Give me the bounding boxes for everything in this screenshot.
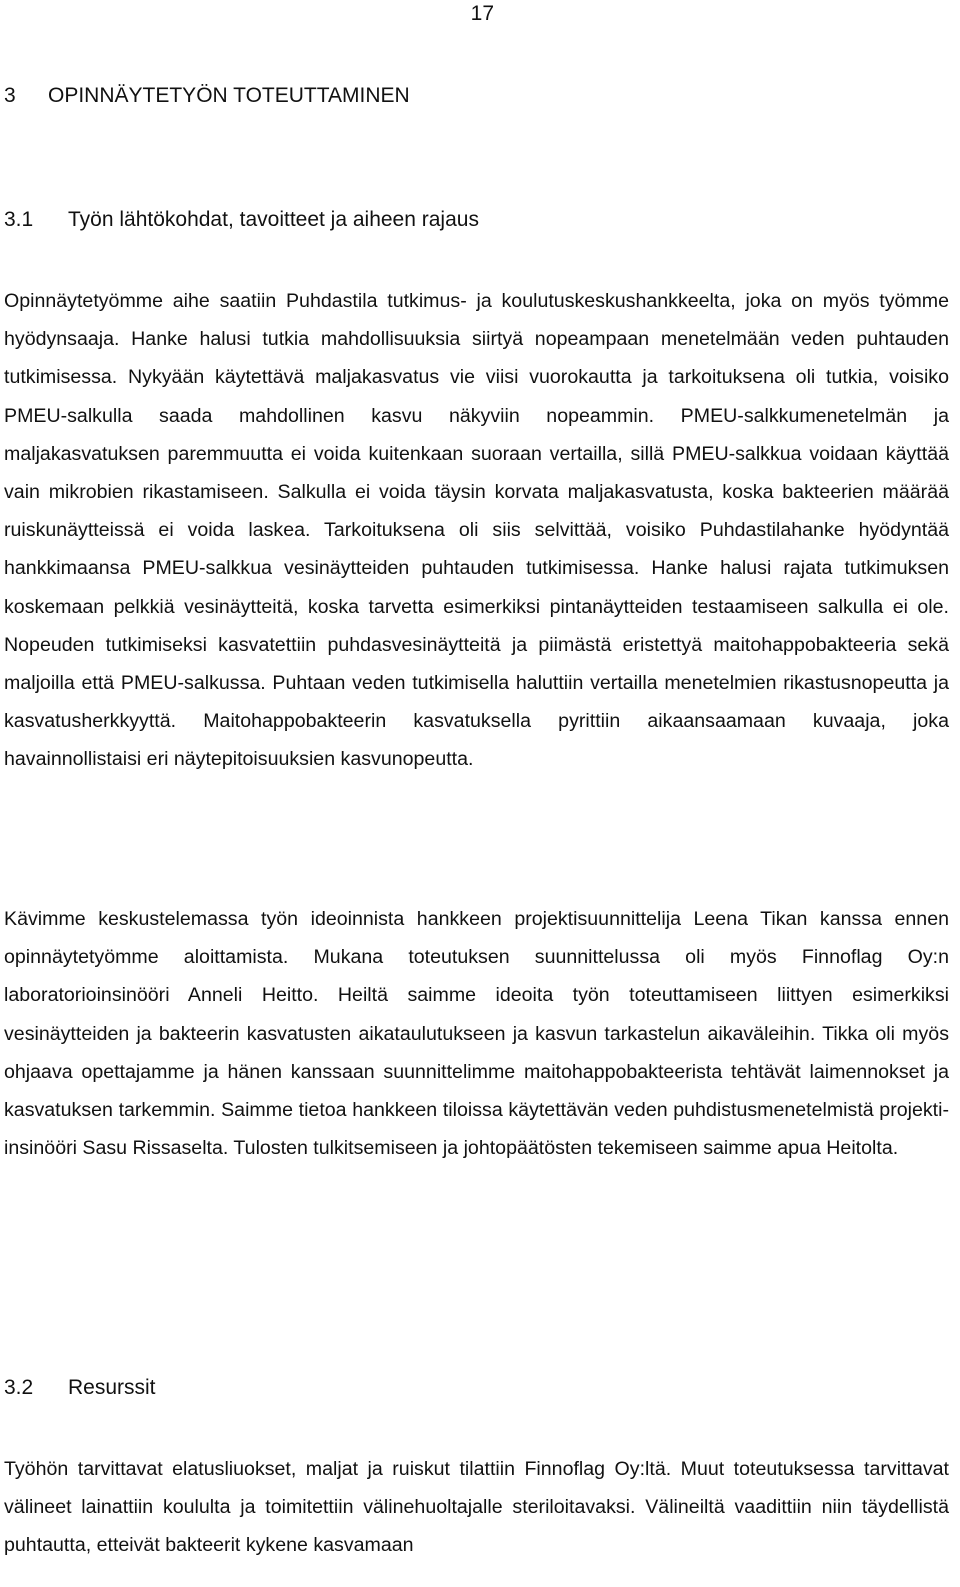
section-heading-3-2 (4, 1372, 156, 1404)
chapter-title: OPINNÄYTETYÖN TOTEUTTAMINEN (48, 84, 410, 107)
body-paragraph-3: Työhön tarvittavat elatusliuokset, maljat ja ruiskut tilattiin Finnoflag Oy:ltä. Muut toteutuksessa tarvittavat välineet lainattiin koululta ja toimitettiin välinehuoltajalle steriloitavaksi. Välineiltä vaadittiin niin täydellistä puhtautta, etteivät bakteerit kykene kasvamaan (4, 1458, 949, 1557)
chapter-number: 3 (4, 84, 16, 107)
chapter-heading (4, 80, 410, 112)
section-heading-3-1 (4, 204, 479, 236)
body-paragraph-2: Kävimme keskustelemassa työn ideoinnista hankkeen projektisuunnittelija Leena Tikan kanssa ennen opinnäytetyömme aloittamista. Mukana toteutuksen suunnittelussa oli myös Finnoflag Oy:n laboratorioinsinööri Anneli Heitto. Heiltä saimme ideoita työn toteuttamiseen liittyen esimerkiksi vesinäytteiden ja bakteerin kasvatusten aikataulutukseen ja kasvun tarkastelun aikaväleihin. Tikka oli myös ohjaava opettajamme ja hänen kanssaan suunnittelimme maitohappobakteerista tehtävät laimennokset ja kasvatuksen tarkemmin. Saimme tietoa hankkeen tiloissa käytettävän veden puhdistusmenetelmistä projekti-insinööri Sasu Rissaselta. Tulosten tulkitsemiseen ja johtopäätösten tekemiseen saimme apua Heitolta. (4, 908, 949, 1160)
section-number: 3.2 (4, 1376, 34, 1399)
section-title: Työn lähtökohdat, tavoitteet ja aiheen rajaus (68, 208, 479, 231)
section-title: Resurssit (68, 1376, 156, 1399)
section-number: 3.1 (4, 208, 34, 231)
body-paragraph-1: Opinnäytetyömme aihe saatiin Puhdastila tutkimus- ja koulutuskeskushankkeelta, joka on myös työmme hyödynsaaja. Hanke halusi tutkia mahdollisuuksia siirtyä nopeampaan menetelmään veden puhtauden tutkimisessa. Nykyään käytettävä maljakasvatus vie viisi vuorokautta ja tarkoituksena oli tutkia, voisiko PMEU-salkulla saada mahdollinen kasvu näkyviin nopeammin. PMEU-salkkumenetelmän ja maljakasvatuksen paremmuutta ei voida kuitenkaan suoraan vertailla, sillä PMEU-salkkua voidaan käyttää vain mikrobien rikastamiseen. Salkulla ei voida täysin korvata maljakasvatusta, koska bakteerien määrää ruiskunäytteissä ei voida laskea. Tarkoituksena oli siis selvittää, voisiko Puhdastilahanke hyödyntää hankkimaansa PMEU-salkkua vesinäytteiden puhtauden tutkimisessa. Hanke halusi rajata tutkimuksen koskemaan pelkkiä vesinäytteitä, koska tarvetta esimerkiksi pintanäytteiden testaamiseen salkulla ei ole. Nopeuden tutkimiseksi kasvatettiin puhdasvesinäytteitä ja piimästä eristettyä maitohappobakteeria sekä maljoilla että PMEU-salkussa. Puhtaan veden tutkimisella haluttiin vertailla menetelmien rikastusnopeutta ja kasvatusherkkyyttä. Maitohappobakteerin kasvatuksella pyrittiin aikaansaamaan kuvaaja, joka havainnollistaisi eri näytepitoisuuksien kasvunopeutta. (4, 290, 949, 771)
page-number: 17 (470, 2, 494, 25)
